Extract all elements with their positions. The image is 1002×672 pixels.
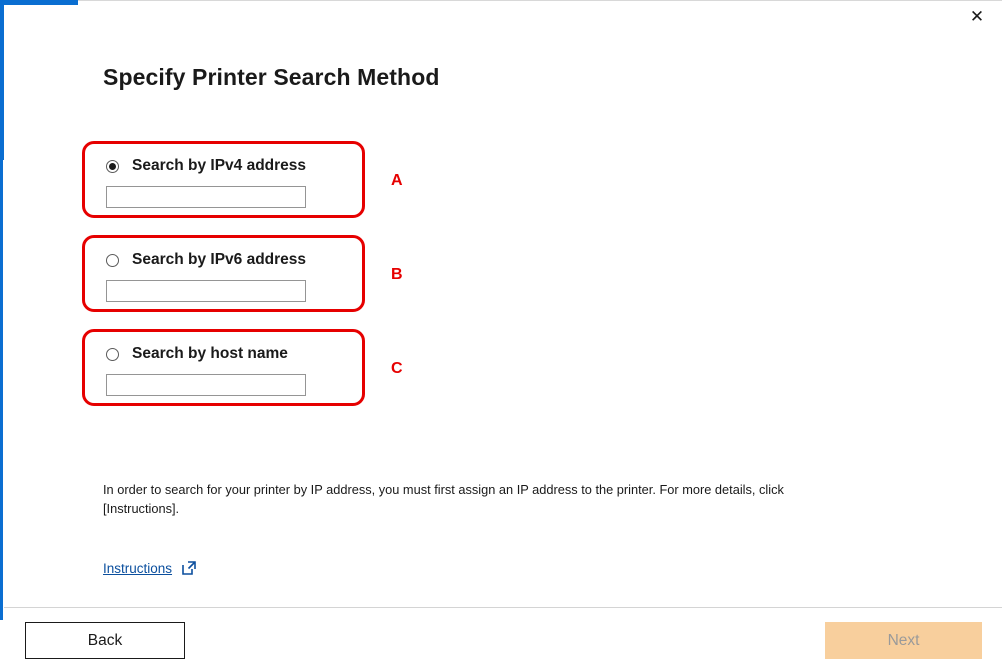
annotation-marker-b: B: [391, 266, 403, 283]
window-top-border: [78, 0, 1002, 1]
dialog-footer: [4, 607, 1002, 672]
option-ipv4-row[interactable]: [106, 157, 306, 175]
radio-hostname[interactable]: [106, 348, 119, 361]
radio-ipv4[interactable]: [106, 160, 119, 173]
search-method-options: [82, 141, 403, 423]
page-title: Specify Printer Search Method: [103, 64, 440, 90]
note-text: In order to search for your printer by IP address, you must first assign an IP address to the printer. For more details, click [Instructions].: [103, 482, 784, 516]
option-hostname-label: Search by host name: [132, 345, 288, 362]
external-link-icon[interactable]: [181, 560, 197, 576]
option-ipv4-label: Search by IPv4 address: [132, 157, 307, 174]
ipv6-address-input[interactable]: [106, 280, 306, 302]
option-hostname[interactable]: [82, 329, 403, 406]
window-chrome-accent-left-lower: [0, 160, 3, 620]
option-ipv6[interactable]: [82, 235, 403, 312]
option-ipv6-row[interactable]: [106, 251, 306, 269]
window-chrome-accent-top: [0, 0, 78, 5]
annotation-marker-c: C: [391, 360, 403, 377]
option-ipv4[interactable]: [82, 141, 403, 218]
close-icon[interactable]: ✕: [969, 6, 985, 26]
ipv4-address-input[interactable]: [106, 186, 306, 208]
radio-ipv6[interactable]: [106, 254, 119, 267]
option-ipv6-label: Search by IPv6 address: [132, 251, 307, 268]
host-name-input[interactable]: [106, 374, 306, 396]
back-button[interactable]: Back: [25, 622, 185, 659]
annotation-marker-a: A: [391, 172, 403, 189]
dialog-content: [4, 32, 1002, 608]
instructions-link-group[interactable]: [103, 560, 197, 576]
option-hostname-row[interactable]: [106, 345, 288, 363]
instructions-link[interactable]: Instructions: [103, 560, 173, 576]
next-button[interactable]: Next: [825, 622, 982, 659]
